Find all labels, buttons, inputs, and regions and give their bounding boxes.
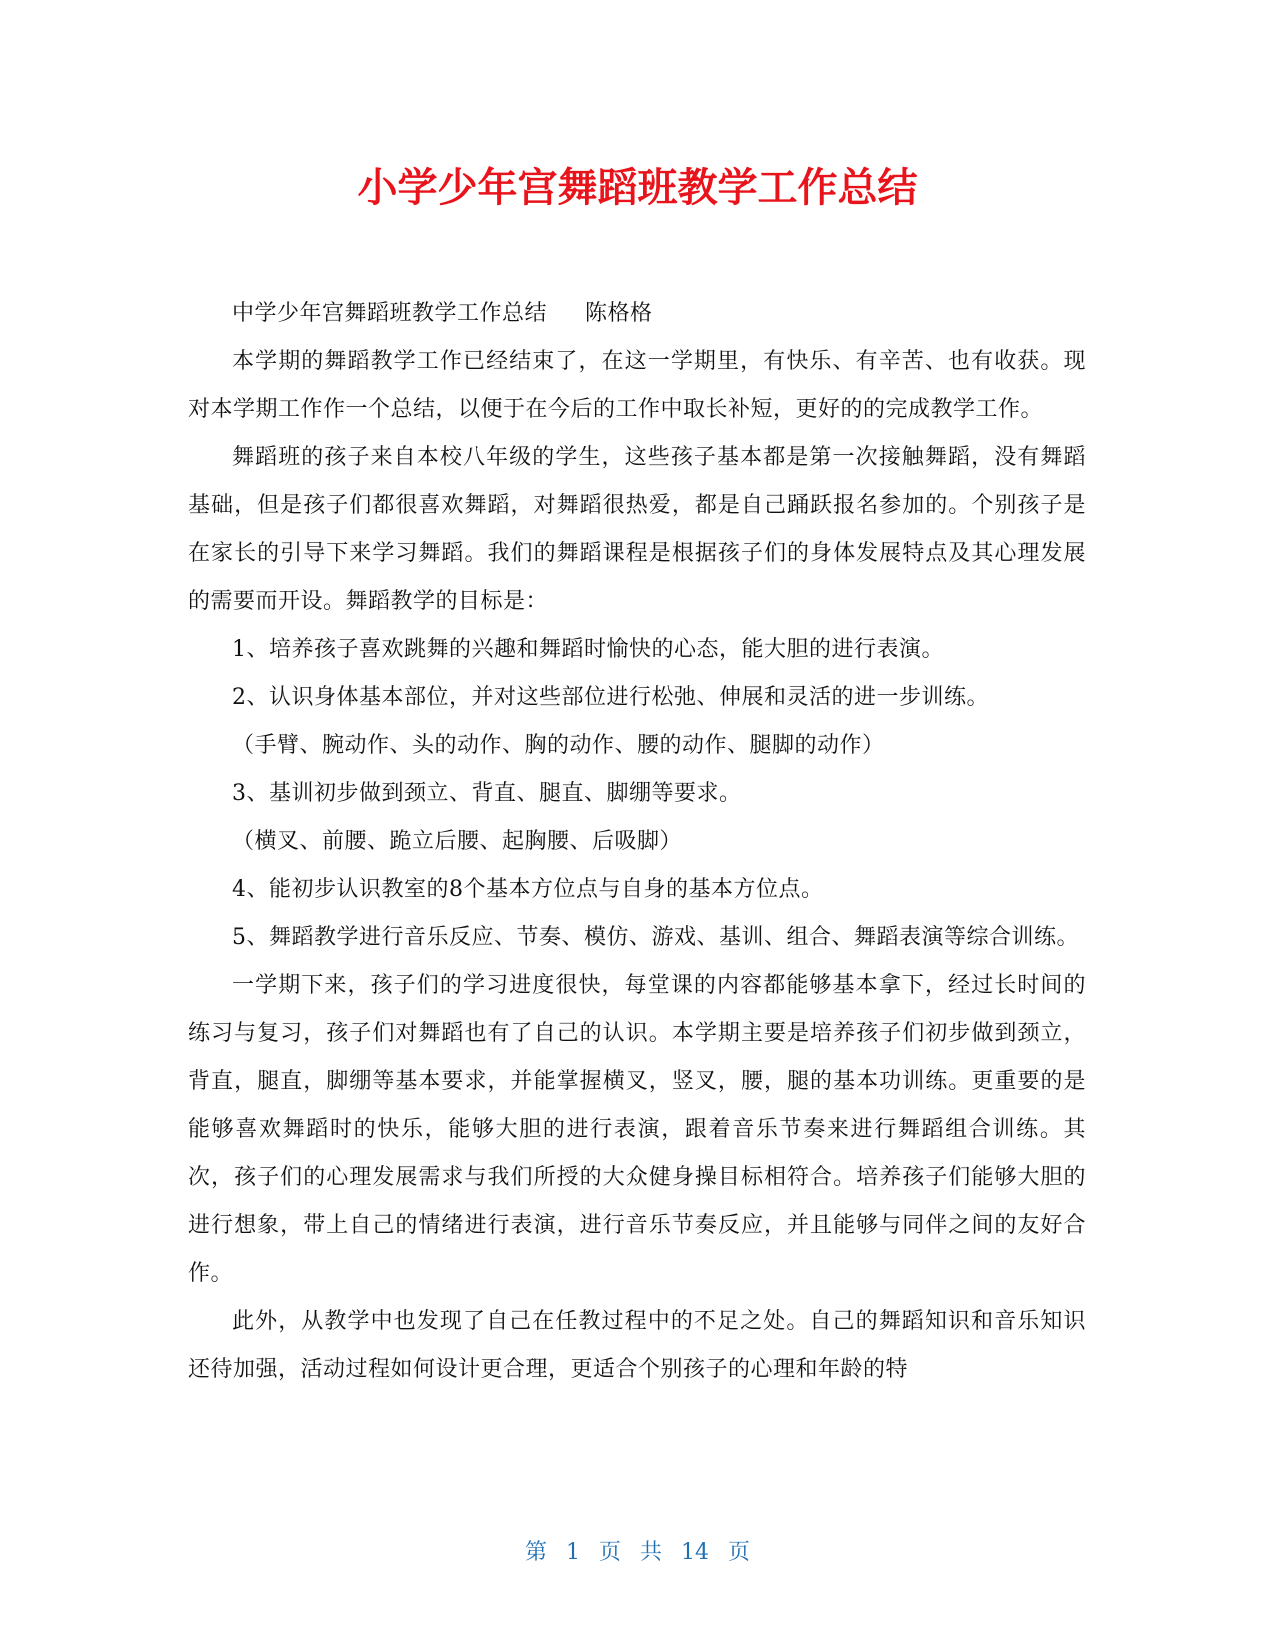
paragraph-intro: 本学期的舞蹈教学工作已经结束了，在这一学期里，有快乐、有辛苦、也有收获。现对本学期工作作一个总结，以便于在今后的工作中取长补短，更好的的完成教学工作。 (188, 349, 1086, 422)
subtitle: 中学少年宫舞蹈班教学工作总结 (232, 301, 548, 326)
subtitle-line (188, 290, 1086, 338)
document-title: 小学少年宫舞蹈班教学工作总结 (357, 165, 918, 211)
goal-item-1: 1、培养孩子喜欢跳舞的兴趣和舞蹈时愉快的心态，能大胆的进行表演。 (232, 637, 944, 662)
page-number: 第 1 页 共 14 页 (525, 1540, 750, 1565)
goal-item-5: 5、舞蹈教学进行音乐反应、节奏、模仿、游戏、基训、组合、舞蹈表演等综合训练。 (232, 925, 1079, 950)
goal-item-3-detail: （横叉、前腰、跪立后腰、起胸腰、后吸脚） (232, 829, 683, 854)
document-body (188, 290, 1086, 1394)
author: 陈格格 (585, 301, 653, 326)
goal-item-3: 3、基训初步做到颈立、背直、腿直、脚绷等要求。 (232, 781, 742, 806)
goal-item-2-detail: （手臂、腕动作、头的动作、胸的动作、腰的动作、腿脚的动作） (232, 733, 885, 758)
goal-item-2: 2、认识身体基本部位，并对这些部位进行松弛、伸展和灵活的进一步训练。 (232, 685, 989, 710)
goal-item-4: 4、能初步认识教室的8个基本方位点与自身的基本方位点。 (232, 877, 824, 902)
paragraph-shortcomings: 此外，从教学中也发现了自己在任教过程中的不足之处。自己的舞蹈知识和音乐知识还待加强，活动过程如何设计更合理，更适合个别孩子的心理和年龄的特 (188, 1309, 1086, 1382)
paragraph-semester-review: 一学期下来，孩子们的学习进度很快，每堂课的内容都能够基本拿下，经过长时间的练习与复习，孩子们对舞蹈也有了自己的认识。本学期主要是培养孩子们初步做到颈立，背直，腿直，脚绷等基本要求，并能掌握横叉，竖叉，腰，腿的基本功训练。更重要的是能够喜欢舞蹈时的快乐，能够大胆的进行表演，跟着音乐节奏来进行舞蹈组合训练。其次，孩子们的心理发展需求与我们所授的大众健身操目标相符合。培养孩子们能够大胆的进行想象，带上自己的情绪进行表演，进行音乐节奏反应，并且能够与同伴之间的友好合作。 (188, 973, 1086, 1286)
paragraph-class-background: 舞蹈班的孩子来自本校八年级的学生，这些孩子基本都是第一次接触舞蹈，没有舞蹈基础，但是孩子们都很喜欢舞蹈，对舞蹈很热爱，都是自己踊跃报名参加的。个别孩子是在家长的引导下来学习舞蹈。我们的舞蹈课程是根据孩子们的身体发展特点及其心理发展的需要而开设。舞蹈教学的目标是： (188, 445, 1086, 614)
